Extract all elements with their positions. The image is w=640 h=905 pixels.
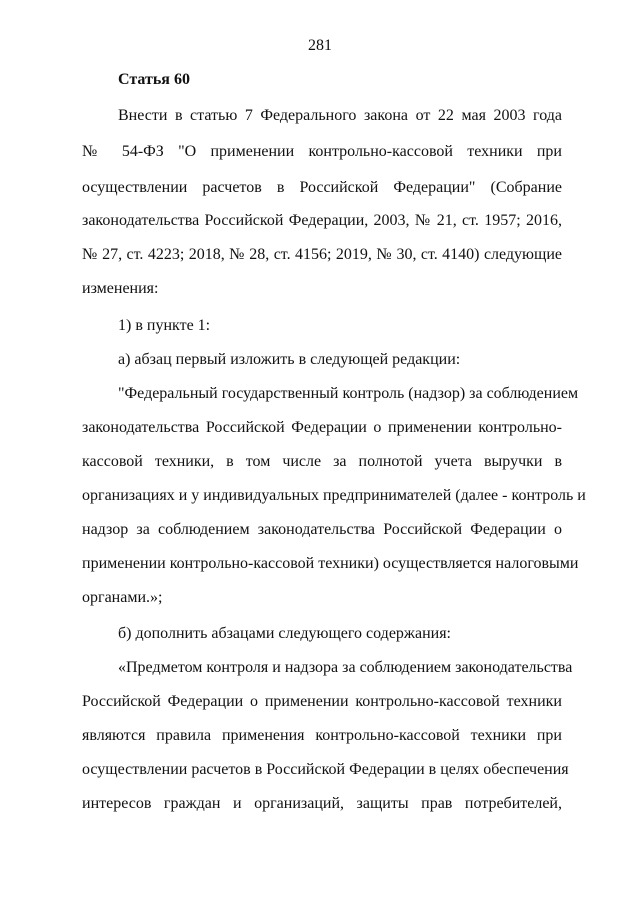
text-line: «Предметом контроля и надзора за соблюдением законодательства: [118, 659, 573, 676]
text-line: осуществлении расчетов в Российской Федерации в целях обеспечения: [82, 761, 569, 778]
text-line: Внести в статью 7 Федерального закона от 22 мая 2003 года: [118, 107, 562, 124]
text-line: применении контрольно-кассовой техники) осуществляется налоговыми: [82, 555, 579, 572]
text-line: б) дополнить абзацами следующего содержания:: [118, 625, 451, 642]
text-line: законодательства Российской Федерации, 2003, № 21, ст. 1957; 2016,: [82, 212, 562, 229]
article-heading: Статья 60: [118, 71, 190, 88]
text-line: кассовой техники, в том числе за полнотой учета выручки в: [82, 453, 562, 470]
text-line: "Федеральный государственный контроль (надзор) за соблюдением: [118, 385, 579, 402]
text-line: № 54-ФЗ "О применении контрольно-кассовой техники при: [82, 143, 562, 160]
text-line: 1) в пункте 1:: [118, 317, 211, 334]
text-line: организациях и у индивидуальных предпринимателей (далее - контроль и: [82, 487, 586, 504]
page-number: 281: [308, 37, 332, 54]
text-line: органами.»;: [82, 589, 163, 606]
text-line: интересов граждан и организаций, защиты прав потребителей,: [82, 795, 562, 812]
text-line: законодательства Российской Федерации о применении контрольно-: [82, 419, 562, 436]
text-line: Российской Федерации о применении контрольно-кассовой техники: [82, 693, 562, 710]
text-line: изменения:: [82, 280, 159, 297]
text-line: являются правила применения контрольно-кассовой техники при: [82, 727, 562, 744]
text-line: надзор за соблюдением законодательства Российской Федерации о: [82, 521, 562, 538]
text-line: осуществлении расчетов в Российской Федерации" (Собрание: [82, 179, 562, 196]
text-line: № 27, ст. 4223; 2018, № 28, ст. 4156; 2019, № 30, ст. 4140) следующие: [82, 246, 562, 263]
text-line: а) абзац первый изложить в следующей редакции:: [118, 351, 461, 368]
